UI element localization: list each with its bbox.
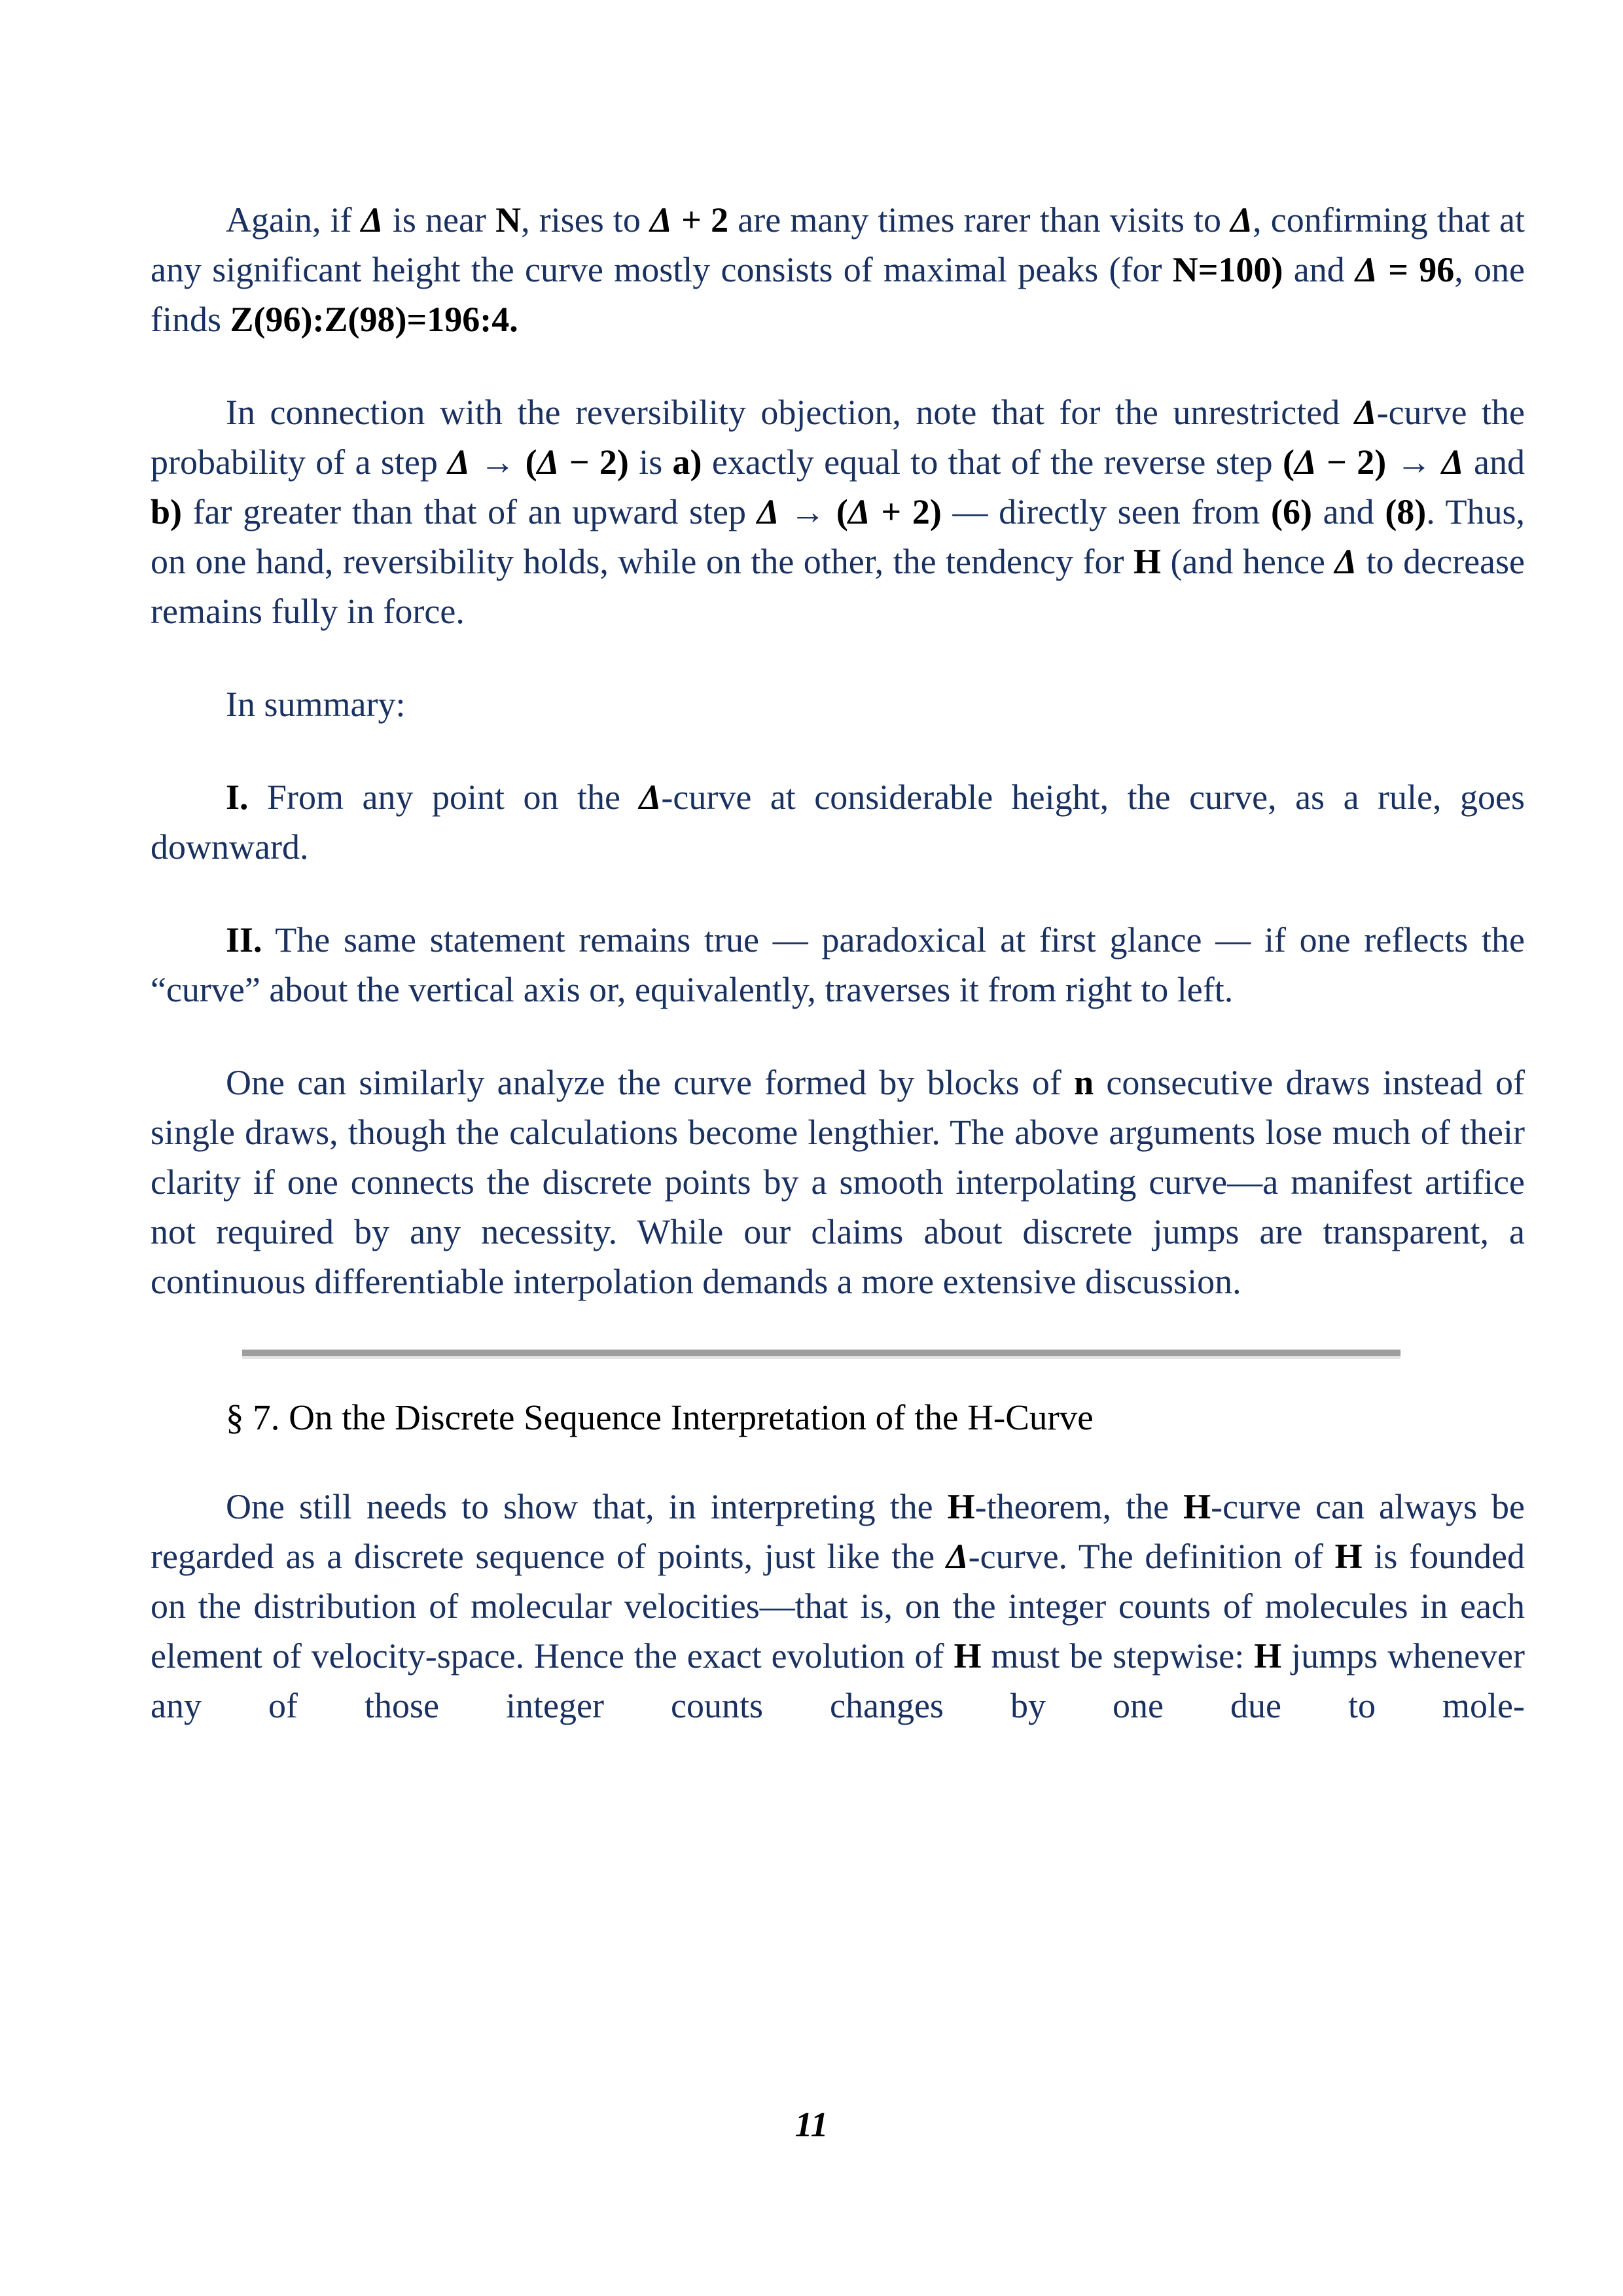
text-run: a) — [672, 442, 702, 482]
text-run: Δ — [1354, 393, 1377, 432]
text-run: → — [1386, 442, 1442, 482]
text-run: Δ — [361, 200, 383, 240]
text-run: jumps whenever any of those integer counts changes by one due to mole- — [151, 1636, 1525, 1725]
text-run: II. — [226, 920, 262, 960]
text-run: § 7. On the Discrete Sequence Interpretation of the H-Curve — [226, 1397, 1094, 1437]
text-run: In connection with the reversibility objection, note that for the unrestricted — [226, 393, 1355, 432]
text-run: to decrease remains fully in force. — [151, 542, 1525, 631]
text-run: + 2) — [870, 492, 942, 531]
text-run: N — [495, 200, 522, 240]
paragraph — [151, 679, 1525, 729]
text-run: is near — [383, 200, 496, 240]
text-run: , confirming that at any significant height the curve mostly consists of maximal peaks (for — [151, 200, 1525, 289]
text-run: -curve can always be regarded as a discrete sequence of points, just like the — [151, 1487, 1525, 1576]
text-run: Δ — [448, 442, 471, 482]
section-divider — [242, 1350, 1400, 1359]
text-run: and — [1463, 442, 1525, 482]
text-run: , one finds — [151, 250, 1525, 339]
text-run: Again, if — [226, 200, 361, 240]
paragraph — [151, 772, 1525, 872]
text-run: -theorem, the — [974, 1487, 1184, 1526]
text-run: consecutive draws instead of single draws, though the calculations become lengthier. The above arguments lose much of their clarity if one connects the discrete points by a smooth interpolating curve—a manifest artifice not required by any necessity. While our claims about discrete jumps are transparent, a continuous differentiable interpolation demands a more extensive discussion. — [151, 1063, 1525, 1301]
text-run: One still needs to show that, in interpreting the — [226, 1487, 948, 1526]
text-run: Δ — [639, 778, 662, 817]
text-run: + 2 — [671, 200, 729, 240]
text-run: and — [1283, 250, 1356, 289]
text-run: − 2) — [1316, 442, 1387, 482]
text-run: H — [1254, 1636, 1282, 1676]
text-run: (6) — [1271, 492, 1312, 531]
paragraph — [151, 915, 1525, 1014]
text-run: From any point on the — [248, 778, 639, 817]
text-run: and — [1312, 492, 1385, 531]
text-run: Δ — [1230, 200, 1253, 240]
text-run: b) — [151, 492, 183, 531]
text-run: must be stepwise: — [981, 1636, 1255, 1676]
text-run: exactly equal to that of the reverse step — [702, 442, 1283, 482]
text-run: (8) — [1385, 492, 1427, 531]
text-run: Δ — [847, 492, 870, 531]
text-run: → — [470, 442, 526, 482]
page-content — [151, 195, 1525, 1731]
text-run: = 96 — [1377, 250, 1455, 289]
text-run: is founded on the distribution of molecular velocities—that is, on the integer counts of molecules in each element of velocity-space. Hence the exact evolution of — [151, 1537, 1525, 1676]
text-run: In summary: — [226, 685, 406, 724]
paragraph — [151, 195, 1525, 344]
text-run: , rises to — [521, 200, 651, 240]
text-run: H — [1183, 1487, 1211, 1526]
text-run: Δ — [650, 200, 672, 240]
text-run: is — [628, 442, 673, 482]
text-run: are many times rarer than visits to — [728, 200, 1231, 240]
text-run: (and hence — [1160, 542, 1335, 581]
text-run: -curve. The definition of — [968, 1537, 1335, 1576]
text-run: Δ — [1294, 442, 1317, 482]
paragraph — [151, 387, 1525, 636]
paragraph — [151, 1482, 1525, 1731]
text-run: Δ — [1355, 250, 1378, 289]
text-run: ( — [1283, 442, 1294, 482]
text-run: − 2) — [559, 442, 629, 482]
section-heading — [151, 1393, 1525, 1443]
text-run: H — [1334, 1537, 1363, 1576]
text-run: ( — [836, 492, 848, 531]
text-run: I. — [226, 778, 249, 817]
text-run: Δ — [1334, 542, 1357, 581]
text-run: . Thus, on one hand, reversibility holds, while on the other, the tendency for — [151, 492, 1525, 581]
text-run: H — [1133, 542, 1161, 581]
text-run: -curve the probability of a step — [151, 393, 1525, 482]
paragraph — [151, 1058, 1525, 1306]
text-run: Δ — [946, 1537, 969, 1576]
text-run: Δ — [757, 492, 779, 531]
text-run: — directly seen from — [941, 492, 1272, 531]
text-run: Z(96):Z(98)=196:4. — [230, 300, 518, 339]
text-run: H — [947, 1487, 975, 1526]
page-footer — [0, 2100, 1623, 2149]
text-run: Δ — [537, 442, 560, 482]
page-number: 11 — [794, 2105, 829, 2144]
text-run: The same statement remains true — paradoxical at first glance — if one reflects the “curve” about the vertical axis or, equivalently, traverses it from right to left. — [151, 920, 1525, 1009]
text-run: One can similarly analyze the curve formed by blocks of — [226, 1063, 1075, 1102]
text-run: → — [779, 492, 836, 531]
text-run: ( — [525, 442, 537, 482]
text-run: H — [954, 1636, 982, 1676]
text-run: far greater than that of an upward step — [182, 492, 757, 531]
text-run: Δ — [1441, 442, 1464, 482]
text-run: n — [1074, 1063, 1094, 1102]
text-run: -curve at considerable height, the curve, as a rule, goes downward. — [151, 778, 1525, 867]
text-run: N=100) — [1172, 250, 1283, 289]
